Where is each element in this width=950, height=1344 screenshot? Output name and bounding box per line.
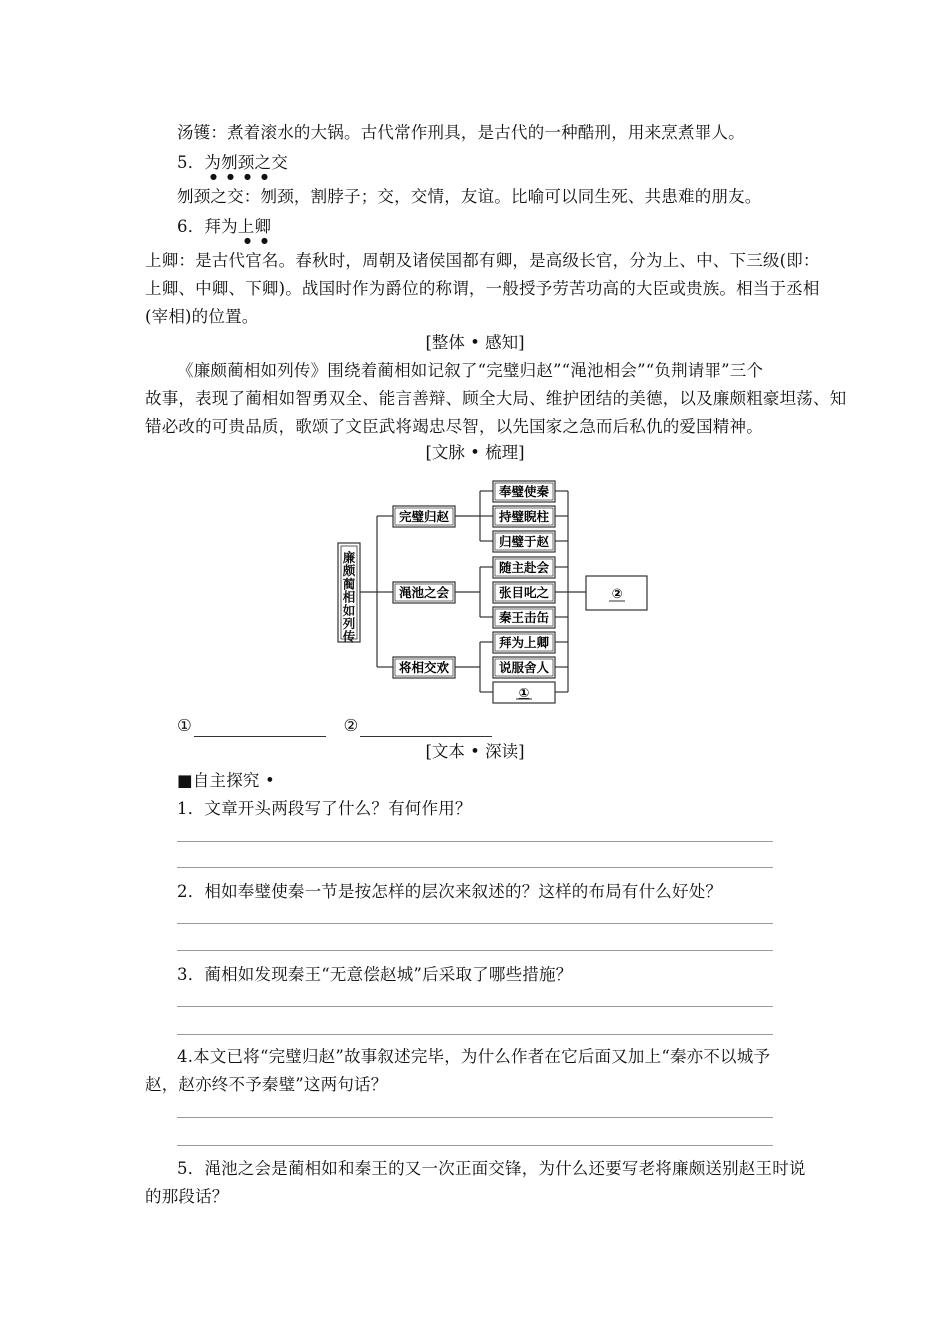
answer-line[interactable]: [177, 923, 773, 924]
overall-line1: 《廉颇蔺相如列传》围绕着蔺相如记叙了“完璧归赵”“渑池相会”“负荆请罪”三个: [177, 361, 764, 380]
root-label: 廉颇蔺相如列传: [342, 550, 356, 645]
leaf-box: [493, 481, 555, 502]
answer-line[interactable]: [177, 867, 773, 868]
question-3: 3．蔺相如发现秦王“无意偿赵城”后采取了哪些措施？: [177, 965, 573, 984]
blank1-line[interactable]: [194, 719, 326, 737]
leaf-box: [493, 657, 555, 678]
answer-line[interactable]: [177, 1145, 773, 1146]
overall-line2: 故事，表现了蔺相如智勇双全、能言善辩、顾全大局、维护团结的美德，以及廉颇粗豪坦荡、知: [145, 389, 847, 408]
leaf-label-1-2: 持璧睨柱: [498, 509, 550, 524]
answer-line[interactable]: [177, 950, 773, 951]
note-item6-line3: (宰相)的位置。: [145, 307, 259, 326]
leaf-label-2-3: 秦王击缶: [498, 610, 550, 625]
answer-line[interactable]: [177, 1117, 773, 1118]
note-item5-body: 刎颈之交：刎颈，割脖子；交，交情，友谊。比喻可以同生死、共患难的朋友。: [177, 187, 762, 206]
root-box: [338, 543, 360, 644]
branch-label-1: 完璧归赵: [398, 509, 450, 524]
result-box: [586, 576, 647, 610]
question-1: 1．文章开头两段写了什么？有何作用？: [177, 799, 472, 818]
leaf-box: [493, 632, 555, 653]
question-4-line1: 4.本文已将“完璧归赵”故事叙述完毕，为什么作者在它后面又加上“秦亦不以城予: [177, 1047, 771, 1066]
item6-title: 6．拜为上卿: [177, 217, 272, 236]
note-item6-line1: 上卿：是古代官名。春秋时，周朝及诸侯国都有卿，是高级长官，分为上、中、下三级(即：: [145, 251, 820, 270]
branch-box-3: [393, 657, 455, 678]
leaf-label-2-1: 随主赴会: [498, 560, 550, 575]
branch-label-3: 将相交欢: [398, 660, 450, 675]
blank2-label: ②: [343, 716, 359, 735]
answer-line[interactable]: [177, 1006, 773, 1007]
leaf-label-3-3: ①: [518, 685, 530, 700]
overall-heading: [整体 • 感知]: [425, 333, 525, 352]
section-label: ■自主探究 •: [177, 771, 275, 790]
leaf-box: [493, 557, 555, 578]
note-item6-line2: 上卿、中卿、下卿)。战国时作为爵位的称谓，一般授予劳苦功高的大臣或贵族。相当于丞相: [145, 279, 820, 298]
answer-blanks: [177, 715, 500, 737]
question-5-line2: 的那段话？: [145, 1187, 229, 1206]
leaf-label-3-1: 拜为上卿: [498, 635, 550, 650]
question-2: 2．相如奉璧使秦一节是按怎样的层次来叙述的？这样的布局有什么好处？: [177, 882, 723, 901]
blank1-label: ①: [177, 716, 192, 735]
question-5-line1: 5．渑池之会是蔺相如和秦王的又一次正面交锋，为什么还要写老将廉颇送别赵王时说: [177, 1159, 806, 1178]
leaf-box: [493, 582, 555, 603]
reading-heading: [文本 • 深读]: [425, 742, 525, 761]
leaf-box-blank: [493, 682, 555, 703]
branch-box-1: [393, 506, 455, 527]
note-tanghuo: 汤镬：煮着滚水的大锅。古代常作刑具，是古代的一种酷刑，用来烹煮罪人。: [177, 123, 745, 142]
leaf-box: [493, 607, 555, 628]
structure-heading: [文脉 • 梳理]: [425, 443, 525, 462]
branch-label-2: 渑池之会: [398, 585, 450, 600]
overall-line3: 错必改的可贵品质，歌颂了文臣武将竭忠尽智，以先国家之急而后私仇的爱国精神。: [145, 417, 763, 436]
leaf-label-2-2: 张目叱之: [498, 585, 550, 600]
leaf-label-1-1: 奉璧使秦: [498, 484, 550, 499]
answer-line[interactable]: [177, 841, 773, 842]
branch-box-2: [393, 582, 455, 603]
question-4-line2: 赵，赵亦终不予秦璧”这两句话？: [145, 1075, 388, 1094]
leaf-label-1-3: 归璧于赵: [498, 534, 550, 549]
leaf-box: [493, 506, 555, 527]
result-label: ②: [611, 587, 623, 602]
document-page: 汤镬：煮着滚水的大锅。古代常作刑具，是古代的一种酷刑，用来烹煮罪人。 5．为刎颈之交 ● ● ● ● 刎颈之交：刎颈，割脖子；交，交情，友谊。比喻可以同生死、共患难的朋友。 6．拜为上卿 ● ● 上卿：是古代官名。春秋时，周朝及诸侯国都有卿，是高级长官，分为上、中、下三级(即： 上卿、中卿、下卿)。战国时作为爵位的称谓，一般授予劳苦功高的大臣或贵族。相当于丞相 (宰相)的位置。 [整体 • 感知] 《廉颇蔺相如列传》围绕着蔺相如记叙了“完璧归赵”“渑池相会”“负荆请罪”三个 故事，表现了蔺相如智勇双全、能言善辩、顾全大局、维护团结的美德，以及廉颇粗豪坦荡、知 错必改的可贵品质，歌颂了文臣武将竭忠尽智，以先国家之急而后私仇的爱国精神。 [文脉 • 梳理] 廉颇蔺相如列传 完璧归赵 渑池之会 将相交欢 奉璧使秦 持璧睨柱 归璧于赵 随主赴会 张目叱之 秦王击缶 拜为上卿 说服舍人 ① ② ① ② [文本 • 深读] ■自主探究 • 1．文章开头两段写了什么？有何作用？ 2．相如奉璧使秦一节是按怎样的层次来叙述的？这样的布局有什么好处？ 3．蔺相如发现秦王“无意偿赵城”后采取了哪些措施？ 4.本文已将“完璧归赵”故事叙述完毕，为什么作者在它后面又加上“秦亦不以城予 赵，赵亦终不予秦璧”这两句话？ 5．渑池之会是蔺相如和秦王的又一次正面交锋，为什么还要写老将廉颇送别赵王时说 的那段话？: [0, 0, 950, 1344]
leaf-box: [493, 531, 555, 552]
answer-line[interactable]: [177, 1034, 773, 1035]
item5-title-text: 5．为刎颈之交: [177, 153, 288, 172]
blank2-line[interactable]: [360, 719, 492, 737]
leaf-label-3-2: 说服舍人: [498, 660, 550, 675]
